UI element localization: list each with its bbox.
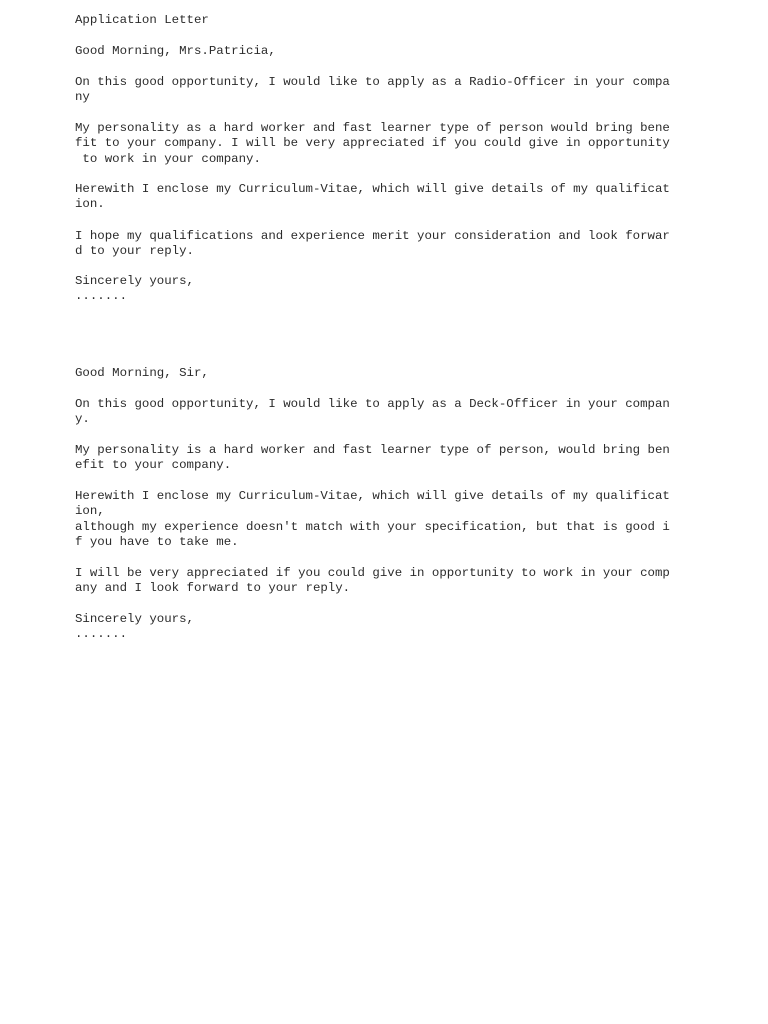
letter-2-paragraph-1: On this good opportunity, I would like to apply as a Deck-Officer in your compan y. [75, 397, 670, 427]
letter-1-paragraph-2: My personality as a hard worker and fast learner type of person would bring bene fit to your company. I will be very appreciated if you could give in opportunity to work in your company. [75, 121, 670, 166]
letter-1-title: Application Letter [75, 13, 209, 27]
letter-1-closing: Sincerely yours, ....... [75, 274, 194, 304]
letter-1-paragraph-3: Herewith I enclose my Curriculum-Vitae, which will give details of my qualificat ion. [75, 182, 670, 212]
letter-2-paragraph-3: Herewith I enclose my Curriculum-Vitae, which will give details of my qualificat ion, although my experience doesn't match with your specification, but that is good i f you have to take me. [75, 489, 670, 549]
letter-1-paragraph-1: On this good opportunity, I would like to apply as a Radio-Officer in your compa ny [75, 75, 670, 105]
letter-2-greeting: Good Morning, Sir, [75, 366, 209, 380]
letter-2-paragraph-4: I will be very appreciated if you could give in opportunity to work in your comp any and I look forward to your reply. [75, 566, 670, 596]
letter-1-greeting: Good Morning, Mrs.Patricia, [75, 44, 276, 58]
letter-2-paragraph-2: My personality is a hard worker and fast learner type of person, would bring ben efit to your company. [75, 443, 670, 473]
letter-2-closing: Sincerely yours, ....... [75, 612, 194, 642]
letter-1-paragraph-4: I hope my qualifications and experience merit your consideration and look forwar d to your reply. [75, 229, 670, 259]
